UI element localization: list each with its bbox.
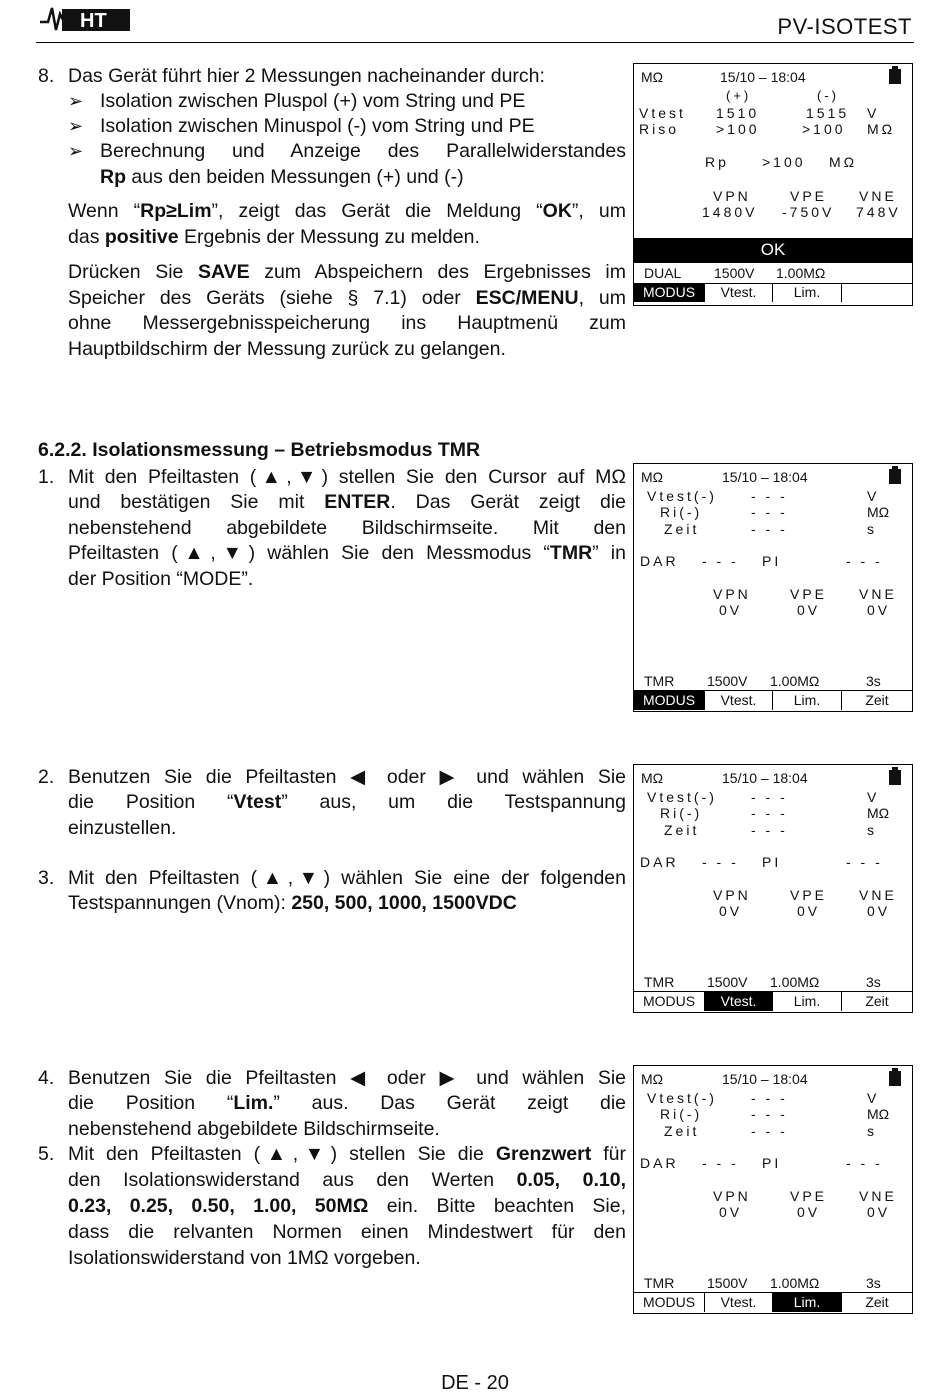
step-1-line-3: nebenstehend abgebildete Bildschirmseite. Mit den	[68, 517, 626, 539]
zeit-unit: s	[867, 1123, 874, 1139]
tab-modus[interactable]: MODUS	[634, 1293, 705, 1312]
vpe-label: VPE	[790, 188, 828, 204]
pi-value: - - -	[846, 1155, 883, 1171]
vtest-label: Vtest(-)	[647, 789, 717, 805]
vne-value: 0V	[867, 602, 891, 618]
vpn-value: 0V	[719, 903, 743, 919]
vtest-plus-value: 1510	[716, 105, 760, 121]
paragraph-save-line-1: Drücken Sie SAVE zum Abspeichern des Ergebnisses im	[68, 261, 626, 283]
pi-label: PI	[762, 553, 782, 569]
vtest-unit: V	[867, 789, 877, 805]
step-5-line-2: den Isolationswiderstand aus den Werten 0.05, 0.10,	[68, 1169, 626, 1191]
step-5-line-1: Mit den Pfeiltasten (▲,▼) stellen Sie die Grenzwert für	[68, 1143, 626, 1165]
tab-vtest[interactable]: Vtest.	[705, 283, 773, 302]
unit-label: MΩ	[641, 770, 664, 786]
rp-term: Rp	[100, 166, 126, 188]
col-minus-label: (-)	[817, 88, 839, 103]
step-2-line-1: Benutzen Sie die Pfeiltasten ◀ oder ▶ und wählen Sie	[68, 766, 626, 788]
time-value: 3s	[866, 974, 881, 990]
arrow-bullet-icon: ➢	[68, 91, 84, 111]
tab-lim[interactable]: Lim.	[773, 691, 842, 710]
vtest-label: Vtest	[639, 105, 686, 121]
vpe-label: VPE	[790, 1188, 828, 1204]
vne-value: 0V	[867, 903, 891, 919]
vpn-label: VPN	[713, 188, 751, 204]
vtest-unit: V	[867, 1090, 877, 1106]
ht-logo	[40, 4, 132, 34]
tab-lim[interactable]: Lim.	[773, 992, 842, 1011]
tab-modus[interactable]: MODUS	[634, 283, 705, 302]
limit-value: 1.00MΩ	[770, 1275, 820, 1291]
header-rule	[36, 42, 914, 43]
battery-icon	[889, 770, 901, 785]
step-1-line-2: und bestätigen Sie mit ENTER. Das Gerät zeigt die	[68, 491, 626, 513]
tab-zeit[interactable]: Zeit	[865, 692, 889, 708]
mode-value: TMR	[644, 673, 675, 689]
vne-label: VNE	[859, 586, 897, 602]
riso-minus-value: >100	[802, 121, 846, 137]
vpn-value: 0V	[719, 1204, 743, 1220]
bullet-1	[68, 89, 628, 115]
step-4-number: 4.	[38, 1067, 55, 1089]
bullet-2-text: Isolation zwischen Minuspol (-) vom String und PE	[100, 115, 535, 137]
mode-value: TMR	[644, 974, 675, 990]
tab-vtest[interactable]: Vtest.	[705, 1293, 773, 1312]
page-number: DE - 20	[441, 1372, 509, 1394]
instrument-screen-dual	[633, 63, 913, 306]
pi-value: - - -	[846, 854, 883, 870]
step-5-number: 5.	[38, 1143, 55, 1165]
vne-label: VNE	[859, 887, 897, 903]
tab-vtest[interactable]: Vtest.	[705, 992, 773, 1011]
step-2-number: 2.	[38, 766, 55, 788]
dar-value: - - -	[702, 1155, 739, 1171]
vtest-unit: V	[867, 488, 877, 504]
rp-unit: MΩ	[829, 154, 858, 170]
voltage-value: 1500V	[714, 265, 755, 281]
vpe-label: VPE	[790, 887, 828, 903]
pi-label: PI	[762, 1155, 782, 1171]
step-1-line-1: Mit den Pfeiltasten (▲,▼) stellen Sie den Cursor auf MΩ	[68, 466, 626, 488]
tab-lim[interactable]: Lim.	[773, 1293, 842, 1312]
vpn-label: VPN	[713, 887, 751, 903]
step-3-line-2: Testspannungen (Vnom): 250, 500, 1000, 1500VDC	[68, 892, 517, 914]
vtest-value: - - -	[751, 488, 788, 504]
bullet-3-cont-text: aus den beiden Messungen (+) und (-)	[126, 166, 464, 188]
tab-modus[interactable]: MODUS	[634, 992, 705, 1011]
zeit-value: - - -	[751, 521, 788, 537]
ri-label: Ri(-)	[660, 504, 703, 520]
step-1-line-5: der Position “MODE”.	[68, 568, 254, 590]
zeit-value: - - -	[751, 822, 788, 838]
divider	[634, 262, 912, 263]
zeit-value: - - -	[751, 1123, 788, 1139]
step-5-line-5: Isolationswiderstand von 1MΩ vorgeben.	[68, 1247, 421, 1269]
unit-label: MΩ	[641, 69, 664, 85]
step-2-line-3: einzustellen.	[68, 817, 177, 839]
vpe-value: -750V	[782, 204, 835, 220]
unit-label: MΩ	[641, 1071, 664, 1087]
riso-label: Riso	[639, 121, 680, 137]
limit-value: 1.00MΩ	[776, 265, 826, 281]
step-5-line-3: 0.23, 0.25, 0.50, 1.00, 50MΩ ein. Bitte beachten Sie,	[68, 1195, 626, 1217]
step-1-line-4: Pfeiltasten (▲,▼) wählen Sie den Messmodus “TMR” in	[68, 542, 626, 564]
datetime: 15/10 – 18:04	[720, 69, 806, 85]
pi-label: PI	[762, 854, 782, 870]
arrow-bullet-icon: ➢	[68, 116, 84, 136]
step-8-text: Das Gerät führt hier 2 Messungen nacheinander durch:	[68, 65, 545, 87]
vpe-value: 0V	[797, 903, 821, 919]
tab-vtest[interactable]: Vtest.	[705, 691, 773, 710]
step-4-line-2: die Position “Lim.” aus. Das Gerät zeigt die	[68, 1092, 626, 1114]
tab-zeit[interactable]: Zeit	[865, 1294, 889, 1310]
paragraph-ok-line-2: das positive Ergebnis der Messung zu melden.	[68, 226, 480, 248]
tab-modus[interactable]: MODUS	[634, 691, 705, 710]
battery-icon	[889, 1071, 901, 1086]
step-1-number: 1.	[38, 466, 55, 488]
col-plus-label: (+)	[726, 88, 752, 103]
zeit-label: Zeit	[664, 1123, 700, 1139]
step-3-number: 3.	[38, 867, 55, 889]
paragraph-save-line-2: Speicher des Geräts (siehe § 7.1) oder ESC/MENU, um	[68, 287, 626, 309]
vne-label: VNE	[859, 1188, 897, 1204]
dar-value: - - -	[702, 553, 739, 569]
vpe-value: 0V	[797, 1204, 821, 1220]
vtest-value: - - -	[751, 789, 788, 805]
mode-value: TMR	[644, 1275, 675, 1291]
time-value: 3s	[866, 1275, 881, 1291]
step-4-line-3: nebenstehend abgebildete Bildschirmseite.	[68, 1118, 440, 1140]
step-5-line-4: dass die relvanten Normen einen Mindestwert für den	[68, 1221, 626, 1243]
datetime: 15/10 – 18:04	[722, 1071, 808, 1087]
tab-lim[interactable]: Lim.	[773, 283, 842, 302]
document-title: PV-ISOTEST	[777, 14, 912, 39]
voltage-value: 1500V	[707, 673, 748, 689]
bullet-3-text: Berechnung und Anzeige des Parallelwiderstandes	[100, 140, 626, 162]
tab-zeit[interactable]: Zeit	[865, 993, 889, 1009]
vne-value: 0V	[867, 1204, 891, 1220]
ri-unit: MΩ	[867, 504, 890, 520]
unit-label: MΩ	[641, 469, 664, 485]
bullet-3	[68, 139, 626, 165]
instrument-screen-tmr	[633, 1065, 913, 1314]
dar-value: - - -	[702, 854, 739, 870]
vne-value: 748V	[856, 204, 901, 220]
vtest-value: - - -	[751, 1090, 788, 1106]
vpn-label: VPN	[713, 1188, 751, 1204]
arrow-bullet-icon: ➢	[68, 141, 84, 161]
paragraph-save-line-3: ohne Messergebnisspeicherung ins Hauptmenü zum	[68, 312, 626, 334]
bullet-3-continuation	[100, 165, 464, 191]
dar-label: DAR	[640, 553, 679, 569]
vtest-minus-value: 1515	[806, 105, 850, 121]
riso-unit: MΩ	[867, 121, 896, 137]
vpn-value: 0V	[719, 602, 743, 618]
vtest-label: Vtest(-)	[647, 1090, 717, 1106]
result-ok-banner: OK	[634, 238, 912, 262]
ri-unit: MΩ	[867, 805, 890, 821]
zeit-label: Zeit	[664, 822, 700, 838]
battery-icon	[889, 69, 901, 84]
ri-label: Ri(-)	[660, 1106, 703, 1122]
zeit-unit: s	[867, 822, 874, 838]
ri-value: - - -	[751, 504, 788, 520]
vtest-unit: V	[867, 105, 880, 121]
pi-value: - - -	[846, 553, 883, 569]
vpn-value: 1480V	[702, 204, 758, 220]
ri-unit: MΩ	[867, 1106, 890, 1122]
bullet-1-text: Isolation zwischen Pluspol (+) vom String und PE	[100, 90, 526, 112]
datetime: 15/10 – 18:04	[722, 770, 808, 786]
paragraph-save-line-4: Hauptbildschirm der Messung zurück zu gelangen.	[68, 338, 506, 360]
rp-label: Rp	[705, 154, 729, 170]
section-heading: 6.2.2. Isolationsmessung – Betriebsmodus TMR	[38, 439, 481, 461]
step-3-line-1: Mit den Pfeiltasten (▲,▼) wählen Sie eine der folgenden	[68, 867, 626, 889]
vne-label: VNE	[859, 188, 897, 204]
limit-value: 1.00MΩ	[770, 673, 820, 689]
time-value: 3s	[866, 673, 881, 689]
vpe-value: 0V	[797, 602, 821, 618]
ri-value: - - -	[751, 1106, 788, 1122]
mode-value: DUAL	[644, 265, 682, 281]
zeit-unit: s	[867, 521, 874, 537]
rp-value: >100	[762, 154, 806, 170]
datetime: 15/10 – 18:04	[722, 469, 808, 485]
dar-label: DAR	[640, 854, 679, 870]
instrument-screen-tmr	[633, 764, 913, 1013]
ri-value: - - -	[751, 805, 788, 821]
limit-value: 1.00MΩ	[770, 974, 820, 990]
ri-label: Ri(-)	[660, 805, 703, 821]
zeit-label: Zeit	[664, 521, 700, 537]
voltage-value: 1500V	[707, 974, 748, 990]
step-4-line-1: Benutzen Sie die Pfeiltasten ◀ oder ▶ und wählen Sie	[68, 1067, 626, 1089]
logo-text: HT	[80, 10, 107, 32]
vpn-label: VPN	[713, 586, 751, 602]
instrument-screen-tmr	[633, 463, 913, 712]
dar-label: DAR	[640, 1155, 679, 1171]
battery-icon	[889, 469, 901, 484]
voltage-value: 1500V	[707, 1275, 748, 1291]
step-8-number: 8.	[38, 65, 55, 87]
paragraph-ok-line-1: Wenn “Rp≥Lim”, zeigt das Gerät die Meldung “OK”, um	[68, 200, 627, 222]
step-2-line-2: die Position “Vtest” aus, um die Testspannung	[68, 791, 626, 813]
riso-plus-value: >100	[716, 121, 760, 137]
vtest-label: Vtest(-)	[647, 488, 717, 504]
vpe-label: VPE	[790, 586, 828, 602]
bullet-2	[68, 114, 628, 140]
